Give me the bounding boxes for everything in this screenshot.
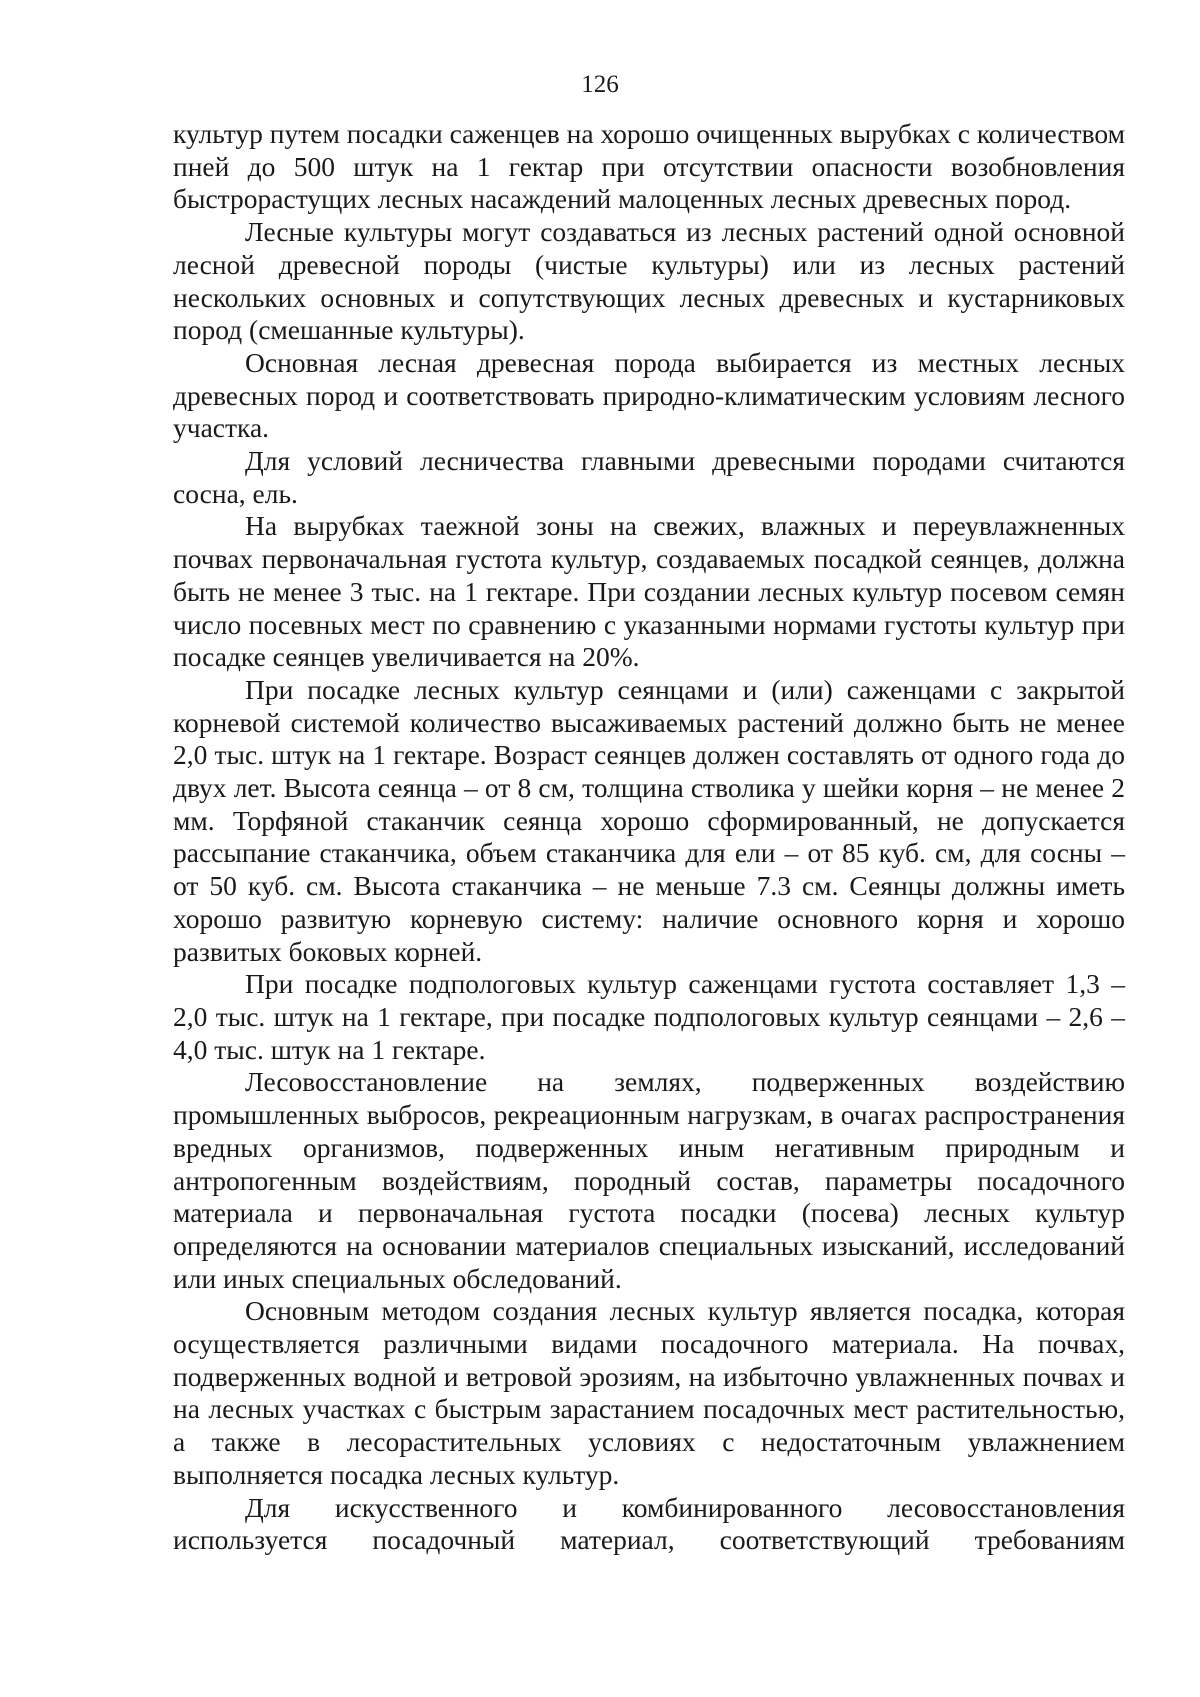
page-number: 126 (581, 71, 619, 98)
paragraph-10: Для искусственного и комбинированного лесовосстановления используется посадочный материал, соответствующий требованиям (173, 1491, 1125, 1556)
paragraph-9: Основным методом создания лесных культур является посадка, которая осуществляется различными видами посадочного материала. На почвах, подверженных водной и ветровой эрозиям, на избыточно увлажненных почвах и на лесных участках с быстрым зарастанием посадочных мест растительностью, а также в лесорастительных условиях с недостаточным увлажнением выполняется посадка лесных культур. (173, 1295, 1125, 1490)
paragraph-4: Для условий лесничества главными древесными породами считаются сосна, ель. (173, 445, 1125, 509)
paragraph-3: Основная лесная древесная порода выбирается из местных лесных древесных пород и соответствовать природно-климатическим условиям лесного участка. (173, 346, 1125, 444)
paragraph-6: При посадке лесных культур сеянцами и (или) саженцами с закрытой корневой системой количество высаживаемых растений должно быть не менее 2,0 тыс. штук на 1 гектаре. Возраст сеянцев должен составлять от одного года до двух лет. Высота сеянца – от 8 см, толщина стволика у шейки корня – не менее 2 мм. Торфяной стаканчик сеянца хорошо сформированный, не допускается рассыпание стаканчика, объем стаканчика для ели – от 85 куб. см, для сосны – от 50 куб. см. Высота стаканчика – не меньше 7.3 см. Сеянцы должны иметь хорошо развитую корневую систему: наличие основного корня и хорошо развитых боковых корней. (173, 673, 1125, 967)
paragraph-7: При посадке подпологовых культур саженцами густота составляет 1,3 – 2,0 тыс. штук на 1 гектаре, при посадке подпологовых культур сеянцами – 2,6 – 4,0 тыс. штук на 1 гектаре. (173, 968, 1125, 1065)
paragraph-5: На вырубках таежной зоны на свежих, влажных и переувлажненных почвах первоначальная густота культур, создаваемых посадкой сеянцев, должна быть не менее 3 тыс. на 1 гектаре. При создании лесных культур посевом семян число посевных мест по сравнению с указанными нормами густоты культур при посадке сеянцев увеличивается на 20%. (173, 510, 1125, 673)
paragraph-1: культур путем посадки саженцев на хорошо очищенных вырубках с количеством пней до 500 штук на 1 гектар при отсутствии опасности возобновления быстрорастущих лесных насаждений малоценных лесных древесных пород. (173, 118, 1125, 215)
paragraph-8: Лесовосстановление на землях, подверженных воздействию промышленных выбросов, рекреационным нагрузкам, в очагах распространения вредных организмов, подверженных иным негативным природным и антропогенным воздействиям, породный состав, параметры посадочного материала и первоначальная густота посадки (посева) лесных культур определяются на основании материалов специальных изысканий, исследований или иных специальных обследований. (173, 1066, 1125, 1294)
paragraph-2: Лесные культуры могут создаваться из лесных растений одной основной лесной древесной породы (чистые культуры) или из лесных растений нескольких основных и сопутствующих лесных древесных и кустарниковых пород (смешанные культуры). (173, 216, 1125, 346)
text-body (173, 118, 1125, 1557)
